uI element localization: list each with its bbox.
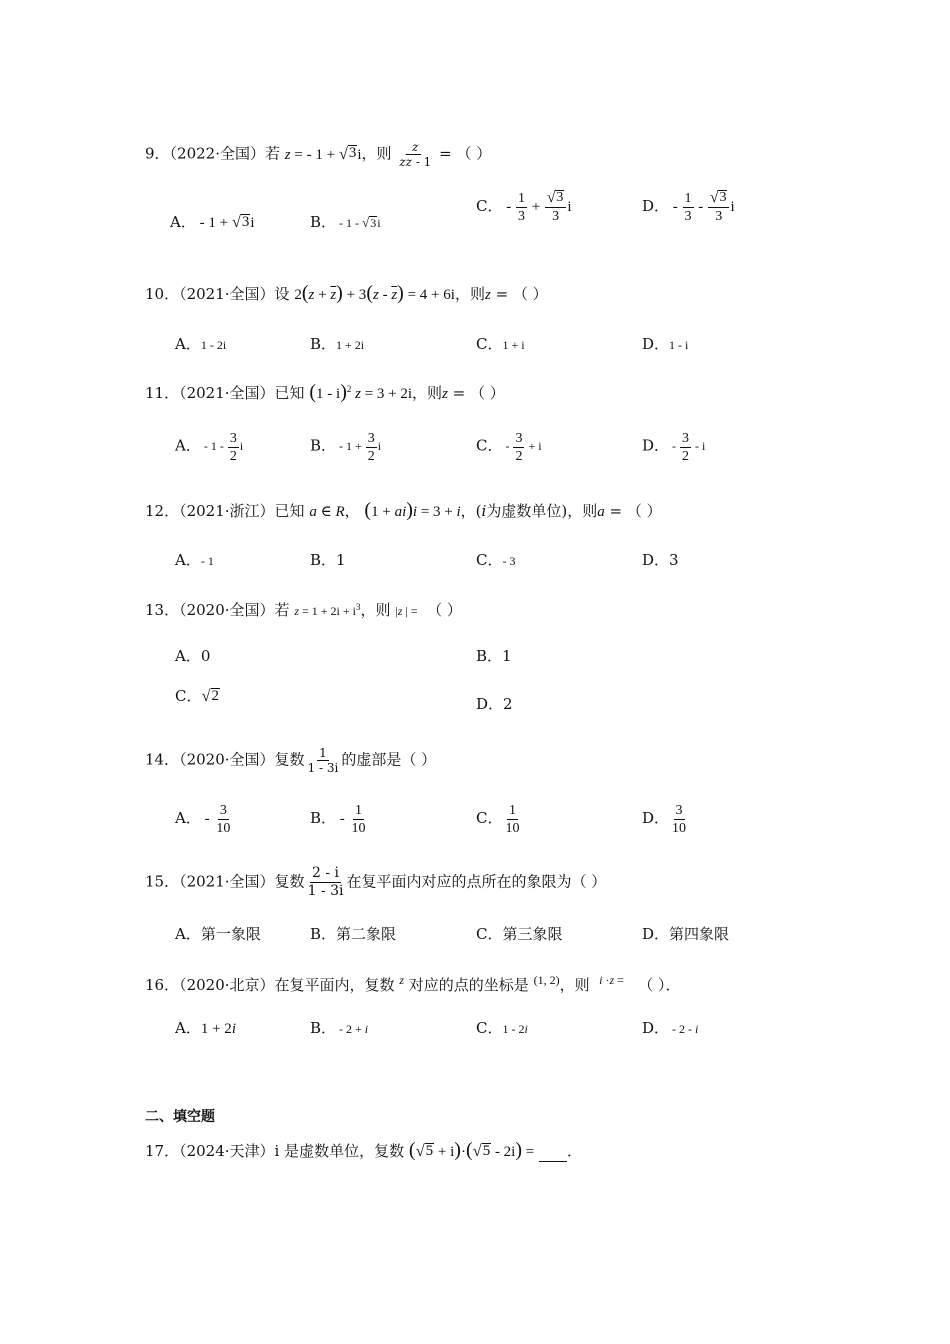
q15-option-d[interactable]: D．第四象限 bbox=[642, 925, 730, 943]
question-17: 17．（2024·天津）i 是虚数单位，复数 ( √ 5 + i)·( √ 5 - 2i) = ． bbox=[145, 1139, 583, 1161]
q10-option-b[interactable]: B．1 + 2i bbox=[310, 335, 365, 353]
formula-product: ( √ 5 + i)·( √ 5 - 2i) = bbox=[408, 1139, 535, 1161]
q14-option-b[interactable]: B． - $\frac{1}{10}$ bbox=[310, 803, 366, 836]
formula-z: $z = 1 + 2i + i^3$ bbox=[294, 602, 361, 618]
formula-equation: (1 - i)$^2$ z = 3 + 2i bbox=[309, 381, 413, 403]
q13-option-b[interactable]: B．1 bbox=[476, 647, 512, 665]
formula-point: (1, 2) bbox=[533, 973, 560, 987]
formula-fraction: $\frac{1}{1 - 3i}$ bbox=[307, 746, 339, 775]
question-12: 12．（2021·浙江）已知 a ∈ R， (1 + ai)i = 3 + i，(i为虚数单位)，则a = （ ） bbox=[145, 499, 662, 521]
q15-option-a[interactable]: A．第一象限 bbox=[175, 925, 261, 943]
q11-option-d[interactable]: D． - $\frac{3}{2}$ - i bbox=[642, 431, 706, 464]
question-9: 9．（2022·全国）若 z = - 1 + √ 3 i，则 $\frac{z}{z\overline{z} - 1}$ = （ ） bbox=[145, 140, 492, 169]
q10-option-c[interactable]: C．1 + i bbox=[476, 335, 525, 353]
formula-fraction: $\frac{2 - i}{1 - 3i}$ bbox=[307, 865, 344, 899]
q9-option-b[interactable]: B． - 1 - √ 3 i bbox=[310, 213, 381, 231]
q15-option-b[interactable]: B．第二象限 bbox=[310, 925, 397, 943]
q11-option-b[interactable]: B． - 1 + $\frac{3}{2}$ i bbox=[310, 431, 382, 464]
q14-option-a[interactable]: A． - $\frac{3}{10}$ bbox=[175, 803, 231, 836]
question-16: 16．（2020·北京）在复平面内，复数 $^z$ 对应的点的坐标是 $^{(1, 2)}$，则 $^{i \cdot z =}$ （ ）． bbox=[145, 973, 681, 994]
q16-option-d[interactable]: D． - 2 - i bbox=[642, 1019, 699, 1037]
formula-a-in-r: a ∈ R bbox=[309, 504, 345, 520]
q9-option-c[interactable]: C． - $\frac{1}{3}$ + √ 3 3 i bbox=[476, 189, 572, 225]
q16-option-a[interactable]: A．1 + 2i bbox=[175, 1019, 236, 1037]
q9-option-d[interactable]: D． - $\frac{1}{3}$ - √ 3 3 i bbox=[642, 189, 735, 225]
q13-option-a[interactable]: A．0 bbox=[175, 647, 211, 665]
q9-option-a[interactable]: A． - 1 + √ 3 i bbox=[170, 212, 255, 231]
answer-blank[interactable] bbox=[539, 1147, 567, 1162]
q15-option-c[interactable]: C．第三象限 bbox=[476, 925, 563, 943]
formula-z: z = - 1 + √ 3 i bbox=[284, 143, 362, 163]
section-title: 二、填空题 bbox=[145, 1109, 215, 1125]
question-15: 15．（2021·全国）复数 $\frac{2 - i}{1 - 3i}$ 在复平面内对应的点所在的象限为（ ） bbox=[145, 865, 607, 899]
q11-option-a[interactable]: A． - 1 - $\frac{3}{2}$ i bbox=[175, 431, 244, 464]
formula-fraction: $\frac{z}{z\overline{z} - 1}$ bbox=[399, 140, 432, 169]
q14-option-d[interactable]: D． $\frac{3}{10}$ bbox=[642, 803, 687, 836]
q16-option-c[interactable]: C．1 - 2i bbox=[476, 1019, 528, 1037]
question-13: 13．（2020·全国）若 $z = 1 + 2i + i^3$，则 |z | = （ ） bbox=[145, 601, 462, 619]
q12-option-a[interactable]: A．- 1 bbox=[175, 551, 214, 569]
q16-option-b[interactable]: B． - 2 + i bbox=[310, 1019, 369, 1037]
q12-option-c[interactable]: C．- 3 bbox=[476, 551, 516, 569]
q10-option-d[interactable]: D．1 - i bbox=[642, 335, 689, 353]
question-10: 10．（2021·全国）设 $2(z + \overline{z}) + 3(z - \overline{z}) = 4 + 6i$，则z = （ ） bbox=[145, 282, 548, 304]
question-14: 14．（2020·全国）复数 $\frac{1}{1 - 3i}$ 的虚部是（ ） bbox=[145, 746, 437, 775]
formula-equation: (1 + ai)i = 3 + i bbox=[364, 499, 461, 521]
formula-iz: i ·z = bbox=[599, 973, 624, 987]
q14-option-c[interactable]: C． $\frac{1}{10}$ bbox=[476, 803, 520, 836]
q13-option-c[interactable]: C． √ 2 bbox=[175, 686, 220, 705]
formula-modulus: |z | = bbox=[395, 604, 418, 618]
q11-option-c[interactable]: C． - $\frac{3}{2}$ + i bbox=[476, 431, 542, 464]
formula-equation: $2(z + \overline{z}) + 3(z - \overline{z}) = 4 + 6i$ bbox=[294, 282, 455, 304]
q13-option-d[interactable]: D．2 bbox=[476, 695, 513, 713]
q10-option-a[interactable]: A．1 - 2i bbox=[175, 335, 227, 353]
q12-option-b[interactable]: B．1 bbox=[310, 551, 346, 569]
q12-option-d[interactable]: D．3 bbox=[642, 551, 679, 569]
question-11: 11．（2021·全国）已知 (1 - i)$^2$ z = 3 + 2i，则z = （ ） bbox=[145, 381, 505, 403]
